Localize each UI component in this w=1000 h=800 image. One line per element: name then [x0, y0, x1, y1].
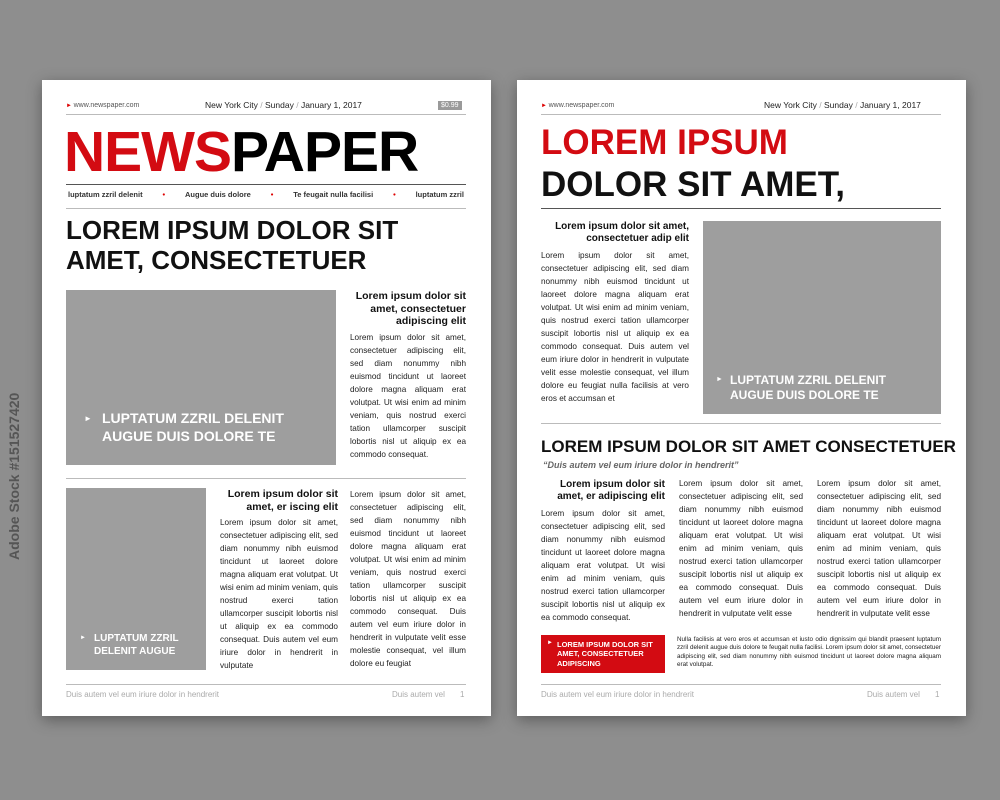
masthead: NEWSPAPER — [64, 120, 419, 184]
photo-placeholder — [66, 488, 206, 670]
article-text: Lorem ipsum dolor sit amet, consectetuer adipiscing elit, sed diam nonummy nibh euismod tincidunt ut laoreet dolore magna aliquam erat volutpat. Ut wisi enim ad minim veniam, quis nostrud exerci tation ullamcorper suscipit lobortis nisl ut aliquip ex ea commodo consequat. Duis autem vel eum iriure dolor in hendrerit in vulputate velit esse — [679, 479, 803, 618]
article-subheading: Lorem ipsum dolor sit amet, consectetuer adipiscing elit — [355, 290, 466, 328]
price-badge: $0.99 — [438, 101, 462, 110]
arrow-icon: ► — [84, 414, 92, 423]
article-text: Lorem ipsum dolor sit amet, consectetuer adipiscing elit, sed diam nonummy nibh euismod tincidunt ut laoreet dolore magna aliquam erat volutpat. Ut wisi enim ad minim veniam, quis nostrud exerci tation ullamcorper suscipit lobortis nisl ut aliquip ex ea commodo consequat. Duis autem vel eum iriure dolor in hendrerit in vulputate velit esse — [817, 479, 941, 618]
footer-section: Duis autem vel — [392, 690, 445, 699]
dateline: New York City / Sunday / January 1, 2017 — [205, 100, 362, 110]
nav-item[interactable]: Augue duis dolore — [185, 190, 251, 199]
pull-quote: “Duis autem vel eum iriure dolor in hendrerit” — [543, 460, 739, 470]
photo-placeholder — [66, 290, 336, 465]
stock-watermark: Adobe Stock #151527420 — [6, 392, 22, 560]
nav-item[interactable]: luptatum zzril — [415, 190, 464, 199]
newspaper-page-right — [517, 80, 966, 716]
photo-placeholder — [703, 221, 941, 414]
main-headline: LOREM IPSUM DOLOR SIT AMET, CONSECTETUER — [66, 215, 399, 276]
dateline: New York City / Sunday / January 1, 2017 — [764, 100, 921, 110]
arrow-icon: ► — [80, 635, 86, 641]
footer-text: Duis autem vel eum iriure dolor in hendrerit — [66, 690, 219, 699]
footer-section: Duis autem vel — [867, 690, 920, 699]
article-subheading: Lorem ipsum dolor sit amet, er iscing elit — [227, 488, 338, 513]
page-number: 1 — [460, 690, 465, 699]
arrow-icon: ► — [716, 376, 723, 383]
highlight-box: ► LOREM IPSUM DOLOR SIT AMET, CONSECTETUER ADIPISCING — [541, 635, 665, 673]
photo-caption: ► LUPTATUM ZZRIL DELENIT AUGUE — [80, 633, 179, 657]
photo-caption: ► LUPTATUM ZZRIL DELENIT AUGUE DUIS DOLORE TE — [716, 373, 886, 402]
article-subheading: Lorem ipsum dolor sit amet, consectetuer adip elit — [555, 221, 689, 244]
article-text: Lorem ipsum dolor sit amet, consectetuer adipiscing elit, sed diam nonummy nibh euismod tincidunt ut laoreet dolore magna aliquam erat volutpat. Ut wisi enim ad minim veniam, quis nostrud exerci tation ullamcorper suscipit lobortis nisl ut aliquip ex ea commodo consequat. — [350, 333, 466, 459]
section-nav: luptatum zzril delenit • Augue duis dolore • Te feugait nulla facilisi • luptatum zzril — [68, 190, 464, 199]
site-url: ► www.newspaper.com — [541, 102, 614, 109]
page-number: 1 — [935, 690, 940, 699]
article-text: Lorem ipsum dolor sit amet, consectetuer adipiscing elit, sed diam nonummy nibh euismod tincidunt ut laoreet dolore magna aliquam erat volutpat. Ut wisi enim ad minim veniam, quis nostrud exerci tation ullamcorper suscipit lobortis nisl ut aliquip ex ea commodo consequat. — [541, 509, 665, 622]
article-text: Lorem ipsum dolor sit amet, consectetuer adipiscing elit, sed diam nonummy nibh euismod tincidunt ut laoreet dolore magna aliquam erat volutpat. Ut wisi enim ad minim veniam, quis nostrud exerci tation ullamcorper suscipit lobortis nisl ut aliquip ex ea commodo consequat. Duis autem vel eum iriure dolor in hendrerit in vulputate velit esse molestie consequat, vel illum dolore eu feugiat nulla facilisis at vero eros et accumsan et — [541, 251, 689, 403]
article-subheading: Lorem ipsum dolor sit amet, er adipiscing elit — [557, 479, 665, 502]
article-text: Lorem ipsum dolor sit amet, consectetuer adipiscing elit, sed diam nonummy nibh euismod tincidunt ut laoreet dolore magna aliquam erat volutpat. Ut wisi enim ad minim veniam, quis nostrud exerci tation ullamcorper suscipit lobortis nisl ut aliquip ex ea commodo consequat. Duis autem vel eum iriure dolor in hendrerit in vulputate velit esse molestie consequat, vel illum dolore eu feugiat — [350, 490, 466, 668]
photo-caption: ► LUPTATUM ZZRIL DELENIT AUGUE DUIS DOLORE TE — [84, 410, 284, 444]
footer-text: Duis autem vel eum iriure dolor in hendrerit — [541, 690, 694, 699]
article-text: Nulla facilisis at vero eros et accumsan et iusto odio dignissim qui blandit praesent luptatum zzril delenit augue duis dolore te feugait nulla facilisi. Lorem ipsum dolor sit amet, consectetuer adipiscing elit, sed diam nonummy nibh euismod tincidunt ut laoreet dolore magna aliquam erat volutpat. — [677, 636, 941, 669]
section-headline: LOREM IPSUM DOLOR SIT AMET CONSECTETUER — [541, 437, 956, 456]
main-headline: LOREM IPSUM DOLOR SIT AMET, — [541, 123, 845, 204]
nav-item[interactable]: Te feugait nulla facilisi — [293, 190, 374, 199]
site-url: ► www.newspaper.com — [66, 102, 139, 109]
article-text: Lorem ipsum dolor sit amet, consectetuer adipiscing elit, sed diam nonummy nibh euismod tincidunt ut laoreet dolore magna aliquam erat volutpat. Ut wisi enim ad minim veniam, quis nostrud exerci tation ullamcorper suscipit lobortis nisl ut aliquip ex ea commodo consequat. Duis autem vel eum iriure dolor in hendrerit in vulputate — [220, 518, 338, 670]
newspaper-page-left — [42, 80, 491, 716]
nav-item[interactable]: luptatum zzril delenit — [68, 190, 143, 199]
